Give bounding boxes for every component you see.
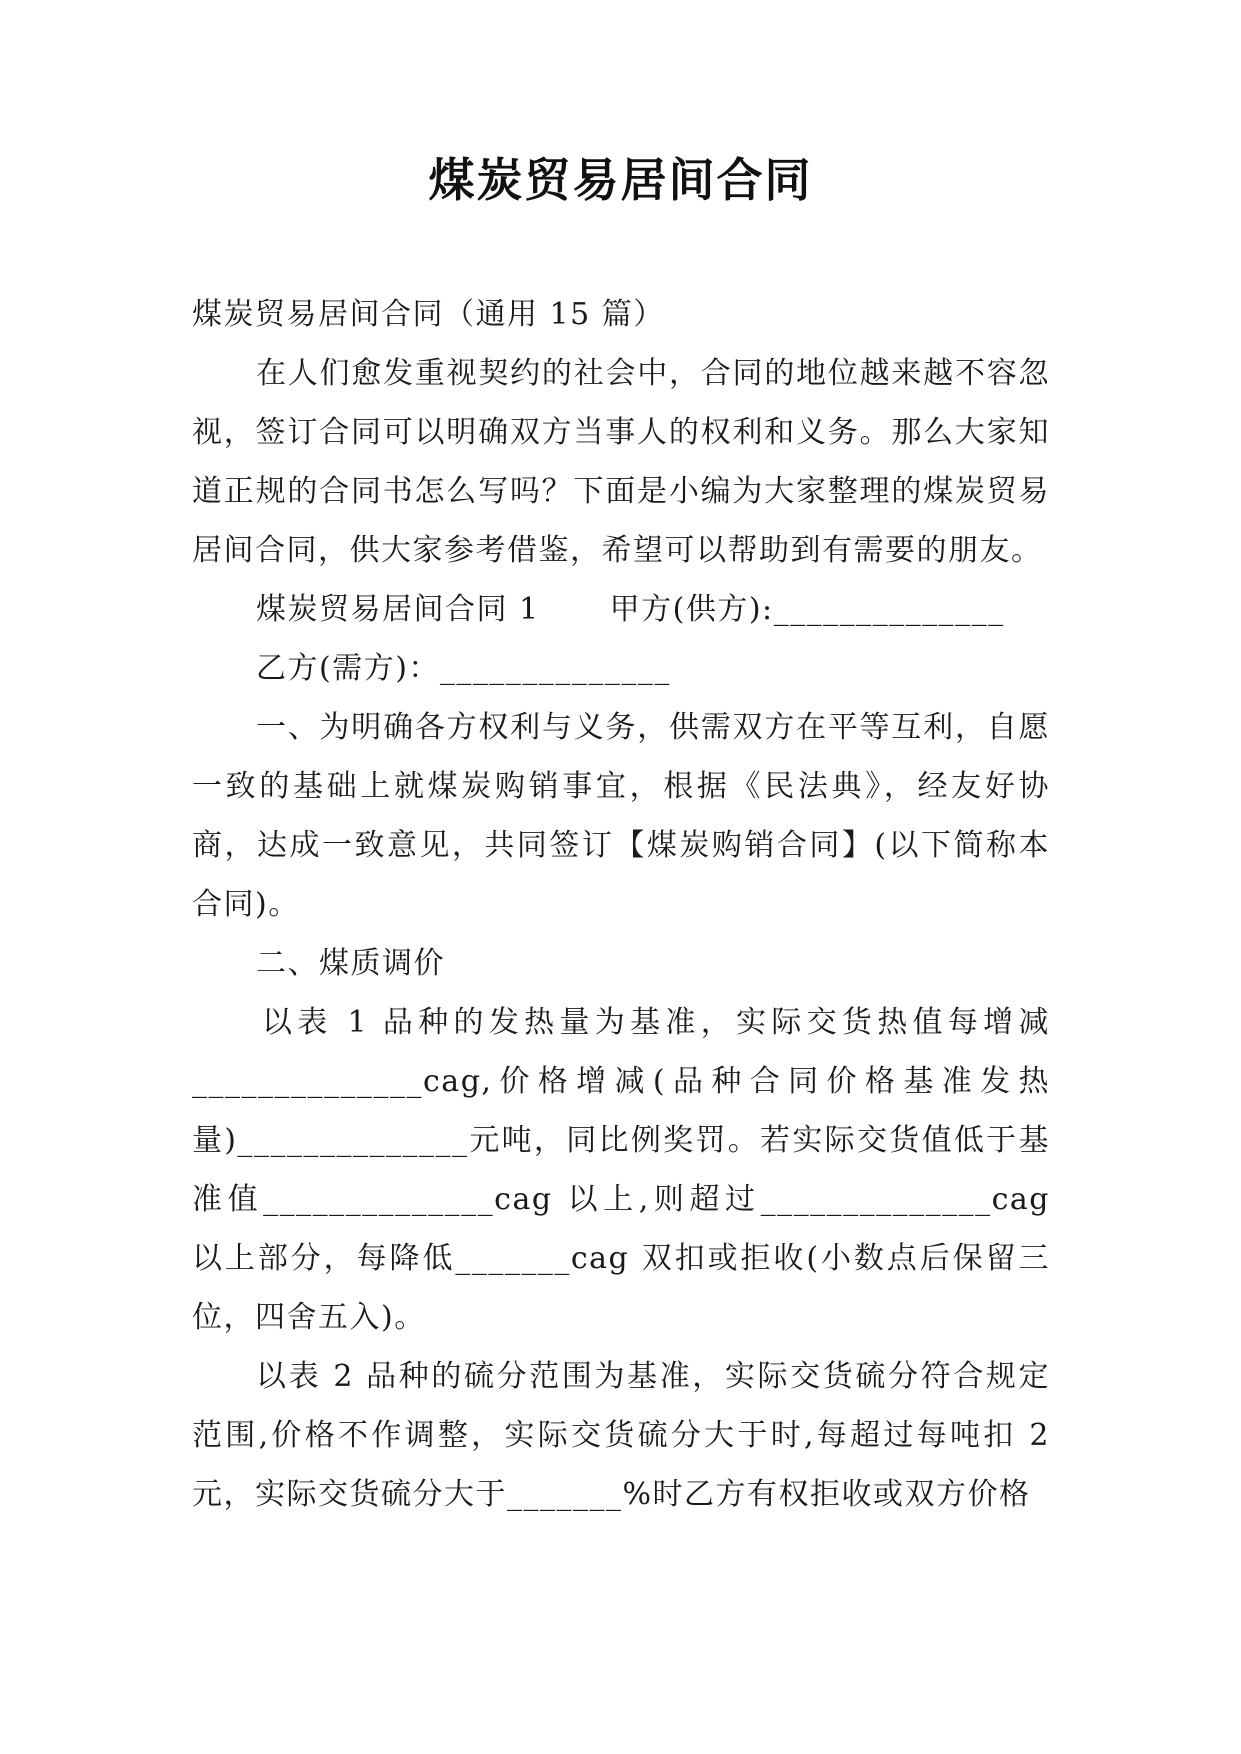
document-body [192,285,1050,1524]
party-a-field: 甲方(供方):______________ [609,592,1005,627]
clause-one-paragraph: 一、为明确各方权利与义务，供需双方在平等互利，自愿一致的基础上就煤炭购销事宜，根据《民法典》，经友好协商，达成一致意见，共同签订【煤炭购销合同】(以下简称本合同)。 [192,710,1050,922]
subtitle-paragraph: 煤炭贸易居间合同（通用 15 篇） [192,297,665,332]
sulfur-adjustment-paragraph: 以表 2 品种的硫分范围为基准，实际交货硫分符合规定范围,价格不作调整，实际交货硫分大于时,每超过每吨扣 2元，实际交货硫分大于_______%时乙方有权拒收或双方价格 [192,1359,1050,1512]
document-title: 煤炭贸易居间合同 [428,153,813,207]
contract-heading: 煤炭贸易居间合同 1 [256,592,540,627]
clause-two-heading: 二、煤质调价 [256,946,445,981]
calorific-adjustment-paragraph: 以表 1 品种的发热量为基准，实际交货热值每增减______________cag,价格增减(品种合同价格基准发热量)______________元吨，同比例奖罚。若实际交货值低于基准值______________cag 以上,则超过______________cag 以上部分，每降低_______cag 双扣或拒收(小数点后保留三位，四舍五入)。 [192,1005,1050,1335]
intro-paragraph: 在人们愈发重视契约的社会中，合同的地位越来越不容忽视，签订合同可以明确双方当事人的权利和义务。那么大家知道正规的合同书怎么写吗？下面是小编为大家整理的煤炭贸易居间合同，供大家参考借鉴，希望可以帮助到有需要的朋友。 [192,356,1050,568]
party-b-field: 乙方(需方)：______________ [256,651,671,686]
contract-heading-line [192,580,1050,639]
